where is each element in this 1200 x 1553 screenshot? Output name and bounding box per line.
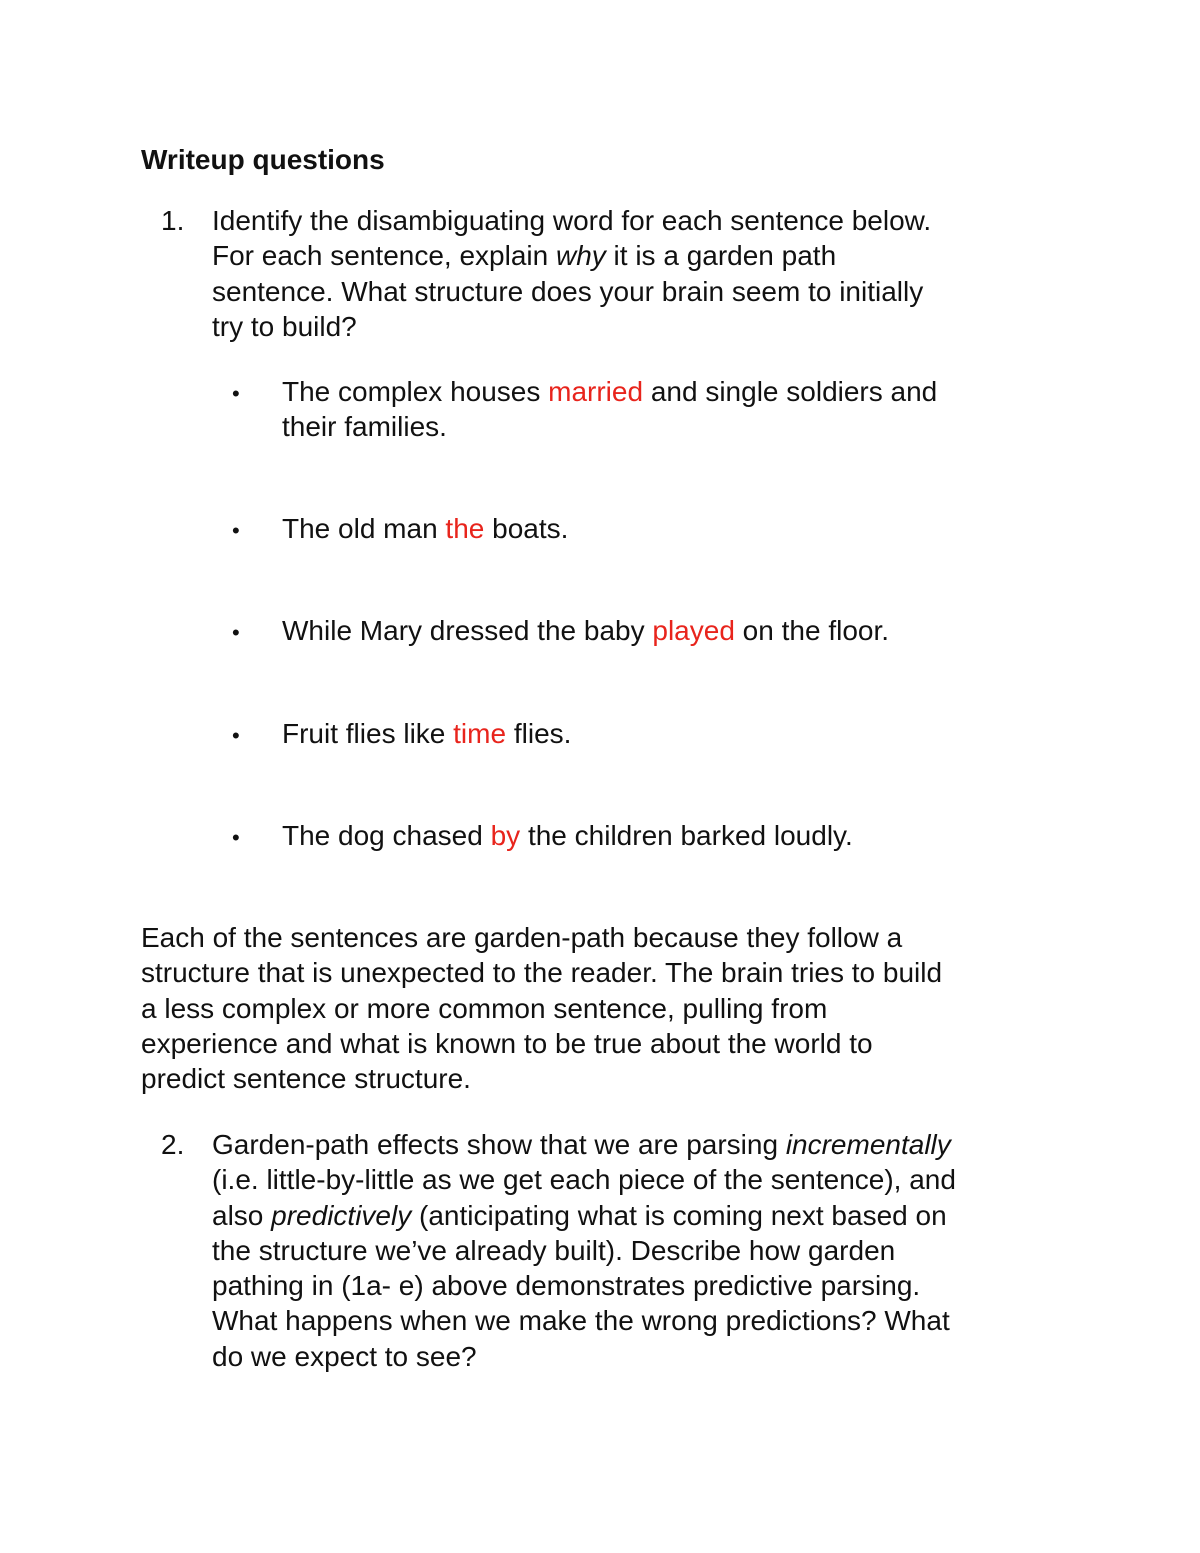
page-title: Writeup questions — [141, 144, 385, 175]
paragraph-line: predict sentence structure. — [141, 1063, 471, 1095]
question-line: What happens when we make the wrong predictions? What — [212, 1305, 950, 1337]
bullet-icon: • — [232, 381, 240, 406]
sentence-line — [282, 374, 1062, 409]
question-line: the structure we’ve already built). Describe how garden — [212, 1234, 896, 1266]
paragraph-line: experience and what is known to be true about the world to — [141, 1027, 873, 1059]
sentence-line — [282, 511, 1062, 546]
question-number: 2. — [161, 1129, 185, 1160]
sentence-line — [282, 613, 1062, 648]
disambiguating-word: the — [445, 513, 485, 544]
question-text — [212, 1127, 1072, 1374]
disambiguating-word: time — [453, 718, 507, 749]
text-run: The old man — [282, 513, 446, 544]
emphasis-text: predictively — [271, 1199, 412, 1231]
sentence-item — [282, 374, 1062, 445]
text-run: For each sentence, explain — [212, 240, 556, 272]
question-line: pathing in (1a- e) above demonstrates predictive parsing. — [212, 1270, 921, 1302]
bullet-icon: • — [232, 825, 240, 850]
sentence-item — [282, 818, 1062, 853]
disambiguating-word: married — [548, 376, 644, 407]
sentence-line — [282, 818, 1062, 853]
text-run: on the floor. — [734, 615, 890, 646]
question-line: try to build? — [212, 310, 357, 342]
question-line — [212, 1127, 1072, 1162]
paragraph-line: structure that is unexpected to the reader. The brain tries to build — [141, 957, 943, 989]
question-line — [212, 1198, 1072, 1233]
text-run: it is a garden path — [605, 240, 837, 272]
text-run: The dog chased — [282, 820, 491, 851]
paragraph-line: Each of the sentences are garden-path because they follow a — [141, 922, 903, 953]
disambiguating-word: played — [652, 615, 735, 646]
text-run: flies. — [506, 718, 572, 749]
text-run: the children barked loudly. — [520, 820, 853, 851]
text-run: and single soldiers and — [643, 376, 938, 407]
question-line: Identify the disambiguating word for each sentence below. — [212, 205, 932, 236]
sentence-line — [282, 716, 1062, 751]
text-run: The complex houses — [282, 376, 549, 407]
question-number: 1. — [161, 205, 185, 236]
emphasis-text: incrementally — [785, 1129, 951, 1160]
bullet-icon: • — [232, 620, 240, 645]
text-run: Garden-path effects show that we are parsing — [212, 1129, 786, 1160]
question-text — [212, 203, 1072, 344]
text-run: (anticipating what is coming next based on — [411, 1199, 947, 1231]
question-line: do we expect to see? — [212, 1340, 477, 1372]
question-line: (i.e. little-by-little as we get each piece of the sentence), and — [212, 1164, 956, 1196]
bullet-icon: • — [232, 723, 240, 748]
text-run: boats. — [484, 513, 569, 544]
text-run: While Mary dressed the baby — [282, 615, 653, 646]
sentence-item — [282, 613, 1062, 648]
emphasis-text: why — [555, 240, 606, 272]
bullet-icon: • — [232, 518, 240, 543]
text-run: Fruit flies like — [282, 718, 454, 749]
sentence-line: their families. — [282, 411, 447, 443]
paragraph-line: a less complex or more common sentence, pulling from — [141, 992, 828, 1024]
disambiguating-word: by — [490, 820, 521, 851]
question-line — [212, 238, 1072, 273]
text-run: also — [212, 1199, 272, 1231]
question-line: sentence. What structure does your brain seem to initially — [212, 275, 924, 307]
sentence-item — [282, 716, 1062, 751]
answer-paragraph — [141, 920, 1081, 1096]
sentence-item — [282, 511, 1062, 546]
